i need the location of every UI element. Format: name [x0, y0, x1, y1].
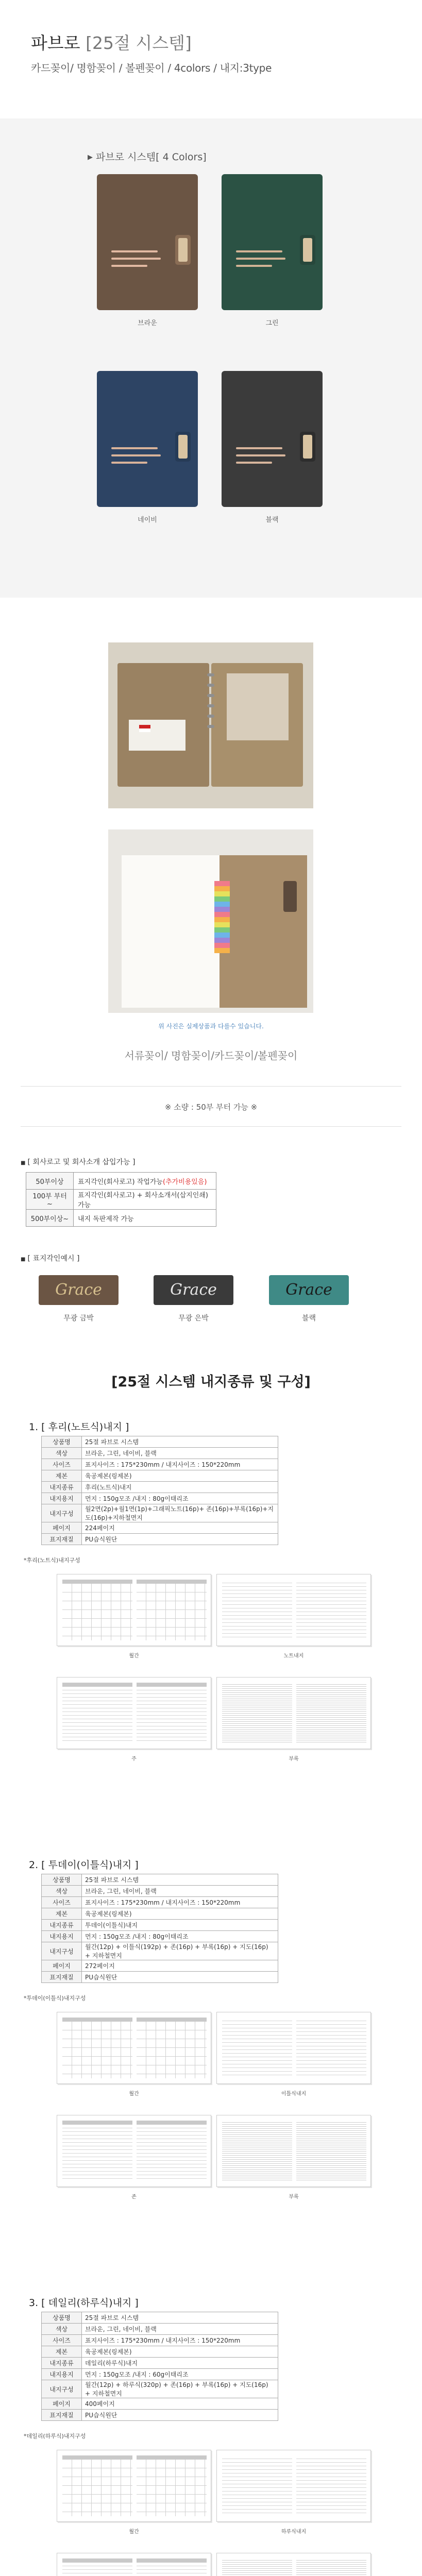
stitch-line — [236, 258, 285, 260]
page-sample-caption: 부록 — [289, 2194, 299, 2200]
type-heading: 2. [ 투데이(이틀식)내지 ] — [29, 1859, 139, 1871]
spec-key: 페이지 — [42, 1522, 82, 1534]
layout-label: *데일리(하루식)내지구성 — [24, 2433, 86, 2439]
page-sample — [216, 1574, 371, 1646]
stitch-line — [236, 250, 282, 252]
color-caption: 그린 — [265, 319, 279, 327]
table-row — [42, 1459, 278, 1470]
table-row — [42, 2346, 278, 2358]
page-sample-caption: 이틀식내지 — [281, 2091, 307, 2097]
table-row — [42, 1920, 278, 1931]
spec-value: 272페이지 — [82, 1960, 278, 1972]
spec-value: 월간(12p) + 하루식(320p) + 존(16p) + 부록(16p) + 지도(16p) + 지하철면지 — [82, 2380, 278, 2398]
stitch-line — [111, 462, 147, 464]
color-caption: 네이비 — [138, 516, 157, 524]
product-image — [222, 174, 323, 310]
stamp-section-title — [21, 1253, 79, 1263]
spec-value: 브라운, 그린, 네이비, 블랙 — [82, 2324, 278, 2335]
table-row — [42, 1972, 278, 1983]
table-row — [42, 2324, 278, 2335]
stitch-line — [236, 454, 285, 456]
page-sample-caption: 주 — [131, 1756, 137, 1762]
stamp-sample: Grace — [154, 1275, 233, 1305]
closure-strap — [300, 235, 315, 265]
stitch-line — [111, 258, 161, 260]
product-image — [97, 371, 198, 507]
table-row — [42, 1874, 278, 1886]
spec-value: 데일리(하루식)내지 — [82, 2358, 278, 2369]
spec-key: 사이즈 — [42, 1897, 82, 1908]
page-sample — [216, 2012, 371, 2084]
logo-option-table — [26, 1172, 216, 1227]
spec-value: 25절 파브로 시스템 — [82, 1874, 278, 1886]
table-row — [42, 1960, 278, 1972]
spec-value: 25절 파브로 시스템 — [82, 2312, 278, 2324]
page-sample — [216, 2450, 371, 2522]
spec-key: 색상 — [42, 1886, 82, 1897]
table-row — [42, 1942, 278, 1960]
closure-strap — [300, 432, 315, 462]
spec-value: 월2면(2p)+월1면(1p)+그래픽노트(16p)+ 존(16p)+부록(16p)+지도(16p)+지하철면지 — [82, 1504, 278, 1522]
table-row — [42, 1931, 278, 1942]
product-image — [97, 174, 198, 310]
spec-key: 상품명 — [42, 2312, 82, 2324]
colors-label-text: 파브로 시스템[ 4 Colors] — [96, 151, 207, 163]
spec-key: 내지종류 — [42, 2358, 82, 2369]
spec-table — [41, 1874, 278, 1983]
page-sample-caption: 하루식내지 — [281, 2529, 307, 2535]
table-row — [42, 2312, 278, 2324]
color-caption: 블랙 — [265, 516, 279, 524]
spec-value: 브라운, 그린, 네이비, 블랙 — [82, 1448, 278, 1459]
table-row — [26, 1210, 216, 1227]
qty-cell: 100부 부터~ — [26, 1190, 74, 1210]
qty-cell: 500부이상~ — [26, 1210, 74, 1227]
spec-value: 육공제본(링제본) — [82, 2346, 278, 2358]
spec-key: 사이즈 — [42, 1459, 82, 1470]
table-row — [42, 2335, 278, 2346]
stamp-caption: 무광 금박 — [63, 1314, 94, 1323]
index-tabs — [214, 881, 230, 953]
closure-strap — [175, 235, 191, 265]
product-size: [25절 시스템] — [86, 33, 192, 53]
desc-cell: 내지 독판제작 가능 — [74, 1210, 216, 1227]
qty-cell: 50부이상 — [26, 1173, 74, 1190]
table-row — [42, 1504, 278, 1522]
spec-key: 제본 — [42, 1470, 82, 1482]
page-sample-caption: 노트내지 — [283, 1653, 304, 1659]
table-row — [42, 1482, 278, 1493]
inner-notepad — [227, 673, 289, 740]
spec-value: 투데이(이틀식)내지 — [82, 1920, 278, 1931]
stitch-line — [111, 454, 161, 456]
stitch-line — [111, 265, 147, 267]
page-subtitle: 카드꽂이/ 명함꽂이 / 볼펜꽂이 / 4colors / 내지:3type — [31, 62, 272, 74]
page-sample — [216, 1677, 371, 1749]
spec-value: 표지사이즈 : 175*230mm / 내지사이즈 : 150*220mm — [82, 1459, 278, 1470]
table-row — [42, 2358, 278, 2369]
page-sample — [57, 2115, 211, 2187]
table-row — [42, 1886, 278, 1897]
table-row — [42, 1522, 278, 1534]
table-row — [42, 2380, 278, 2398]
spec-key: 내지구성 — [42, 1942, 82, 1960]
interior-photo-open — [108, 642, 313, 808]
spec-value: PU습식원단 — [82, 1972, 278, 1983]
page-sample — [216, 2553, 371, 2576]
spec-value: 월간(12p) + 이틀식(192p) + 존(16p) + 부록(16p) + 지도(16p) + 지하철면지 — [82, 1942, 278, 1960]
page-sample-caption: 존 — [131, 2194, 137, 2200]
product-name: 파브로 — [31, 33, 80, 53]
spec-key: 표지재질 — [42, 2410, 82, 2421]
table-row — [26, 1190, 216, 1210]
spec-value: 브라운, 그린, 네이비, 블랙 — [82, 1886, 278, 1897]
logo-title-text: [ 회사로고 및 회사소개 삽입가능 ] — [27, 1158, 136, 1166]
page-title — [31, 30, 192, 54]
composition-title: [25절 시스템 내지종류 및 구성] — [111, 1374, 311, 1390]
logo-section-title — [21, 1157, 135, 1167]
table-row — [42, 1908, 278, 1920]
page-sample — [57, 1574, 211, 1646]
stamp-sample: Grace — [39, 1275, 119, 1305]
colors-section-label — [88, 149, 207, 163]
stitch-line — [236, 447, 282, 449]
stitch-line — [111, 250, 158, 252]
spec-value: PU습식원단 — [82, 1534, 278, 1545]
moq-note: ※ 소량 : 50부 부터 가능 ※ — [164, 1103, 258, 1112]
divider — [21, 1086, 401, 1087]
table-row — [42, 1448, 278, 1459]
spec-key: 표지재질 — [42, 1972, 82, 1983]
table-row — [42, 2398, 278, 2410]
table-row — [42, 1534, 278, 1545]
closure-strap — [283, 881, 297, 912]
spec-value: 25절 파브로 시스템 — [82, 1436, 278, 1448]
table-row — [42, 2369, 278, 2380]
table-row — [42, 1493, 278, 1504]
spec-key: 내지구성 — [42, 2380, 82, 2398]
spec-table — [41, 1436, 278, 1545]
card-slots — [129, 720, 185, 751]
page-sample-caption: 부록 — [289, 1756, 299, 1762]
spec-value: 먼지 : 150g모조 /내지 : 80g이태리조 — [82, 1931, 278, 1942]
layout-label: *후리(노트식)내지구성 — [24, 1557, 80, 1564]
spec-value: 육공제본(링제본) — [82, 1470, 278, 1482]
desc-cell: 표지각인(회사로고) + 회사소개서(삽지인쇄)가능 — [74, 1190, 216, 1210]
spec-key: 제본 — [42, 1908, 82, 1920]
triangle-icon: ▶ — [88, 154, 93, 161]
photo-caption: 위 사진은 실제상품과 다를수 있습니다. — [158, 1023, 264, 1030]
spec-value: 후리(노트식)내지 — [82, 1482, 278, 1493]
spec-key: 페이지 — [42, 1960, 82, 1972]
page-sample — [57, 2012, 211, 2084]
color-caption: 브라운 — [138, 319, 157, 327]
spec-key: 색상 — [42, 2324, 82, 2335]
table-row — [42, 2410, 278, 2421]
stamp-sample: Grace — [269, 1275, 349, 1305]
page-sample — [57, 2553, 211, 2576]
triangle-icon: ■ — [21, 1160, 26, 1166]
spec-value: 표지사이즈 : 175*230mm / 내지사이즈 : 150*220mm — [82, 2335, 278, 2346]
spec-key: 제본 — [42, 2346, 82, 2358]
stitch-line — [111, 447, 158, 449]
spec-key: 내지구성 — [42, 1504, 82, 1522]
page-sample — [216, 2115, 371, 2187]
stamp-caption: 블랙 — [301, 1314, 316, 1323]
page-sample-caption: 월간 — [129, 2091, 139, 2097]
type-heading: 1. [ 후리(노트식)내지 ] — [29, 1421, 129, 1433]
closure-strap — [175, 432, 191, 462]
desc-cell: 표지각인(회사로고) 작업가능(추가비용있음) — [74, 1173, 216, 1190]
stitch-line — [236, 265, 272, 267]
spec-key: 페이지 — [42, 2398, 82, 2410]
spec-value: 먼지 : 150g모조 /내지 : 60g이태리조 — [82, 2369, 278, 2380]
card-image — [139, 725, 150, 732]
stamp-caption: 무광 은박 — [178, 1314, 209, 1323]
page-sample — [57, 2450, 211, 2522]
inner-page — [122, 855, 220, 1008]
stamp-title-text: [ 표지각인예시 ] — [27, 1255, 80, 1263]
spec-value: PU습식원단 — [82, 2410, 278, 2421]
page-sample-caption: 월간 — [129, 2529, 139, 2535]
page-sample — [57, 1677, 211, 1749]
triangle-icon: ■ — [21, 1257, 26, 1262]
table-row — [42, 1897, 278, 1908]
table-row — [42, 1436, 278, 1448]
type-heading: 3. [ 데일리(하루식)내지 ] — [29, 2297, 139, 2309]
spec-value: 먼지 : 150g모조 /내지 : 80g이태리조 — [82, 1493, 278, 1504]
spec-key: 표지재질 — [42, 1534, 82, 1545]
spec-key: 내지용지 — [42, 1493, 82, 1504]
table-row — [42, 1470, 278, 1482]
layout-label: *투데이(이틀식)내지구성 — [24, 1995, 86, 2002]
spec-key: 내지종류 — [42, 1482, 82, 1493]
spec-value: 육공제본(링제본) — [82, 1908, 278, 1920]
cover-right — [220, 855, 307, 1008]
interior-photo-pages — [108, 829, 313, 1013]
spec-key: 상품명 — [42, 1436, 82, 1448]
page-sample-caption: 월간 — [129, 1653, 139, 1659]
product-image — [222, 371, 323, 507]
spec-key: 내지용지 — [42, 2369, 82, 2380]
table-row — [26, 1173, 216, 1190]
spec-key: 내지용지 — [42, 1931, 82, 1942]
binder-rings — [206, 673, 215, 776]
usage-line: 서류꽂이/ 명함꽂이/카드꽂이/볼펜꽂이 — [124, 1049, 298, 1062]
spec-key: 상품명 — [42, 1874, 82, 1886]
spec-key: 사이즈 — [42, 2335, 82, 2346]
divider — [21, 1126, 401, 1127]
spec-value: 224페이지 — [82, 1522, 278, 1534]
spec-table — [41, 2312, 278, 2421]
stitch-line — [236, 462, 272, 464]
spec-key: 내지종류 — [42, 1920, 82, 1931]
colors-section — [0, 118, 422, 598]
spec-key: 색상 — [42, 1448, 82, 1459]
spec-value: 400페이지 — [82, 2398, 278, 2410]
spec-value: 표지사이즈 : 175*230mm / 내지사이즈 : 150*220mm — [82, 1897, 278, 1908]
